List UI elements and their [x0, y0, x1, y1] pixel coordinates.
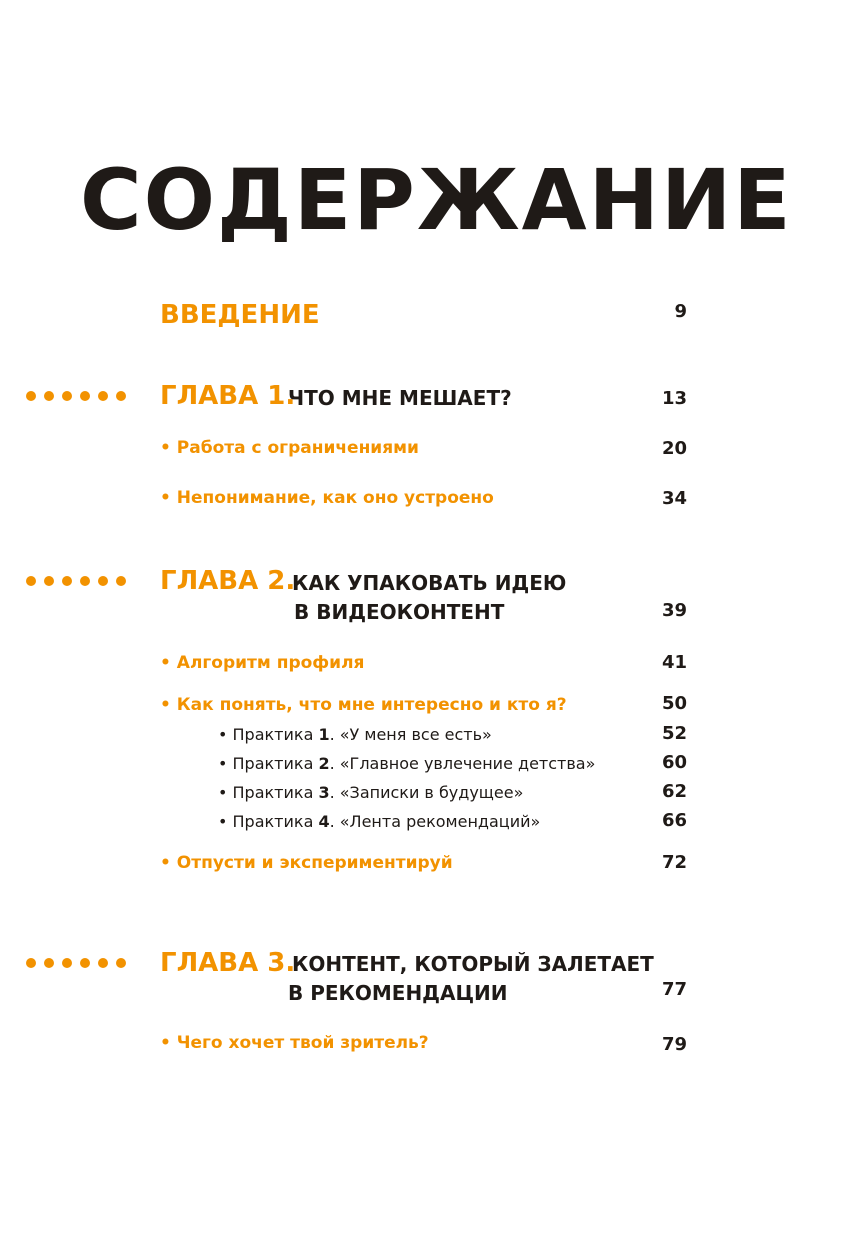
practice-number: 3 — [318, 783, 330, 802]
practice-title: . «У меня все есть» — [329, 725, 492, 744]
chapter-3-title-line-2[interactable]: В РЕКОМЕНДАЦИИ — [288, 981, 508, 1005]
chapter-1-dots — [26, 391, 134, 401]
practice-prefix: • Практика — [218, 754, 319, 773]
practice-item[interactable] — [218, 756, 595, 772]
practice-item[interactable] — [218, 727, 492, 743]
practice-number: 1 — [318, 725, 330, 744]
dot-icon — [26, 958, 36, 968]
chapter-2-title-line-2[interactable]: В ВИДЕОКОНТЕНТ — [294, 600, 505, 624]
toc-intro-label[interactable]: ВВЕДЕНИЕ — [160, 300, 320, 330]
section-item[interactable]: • Непонимание, как оно устроено — [160, 488, 494, 508]
dot-icon — [116, 958, 126, 968]
dot-icon — [116, 576, 126, 586]
practice-page: 60 — [661, 752, 687, 773]
practice-title: . «Главное увлечение детства» — [329, 754, 596, 773]
section-page: 72 — [661, 852, 687, 873]
section-item[interactable]: • Чего хочет твой зритель? — [160, 1033, 429, 1053]
chapter-2-label[interactable]: ГЛАВА 2. — [160, 566, 296, 596]
practice-title: . «Лента рекомендаций» — [329, 812, 541, 831]
practice-number: 2 — [318, 754, 330, 773]
practice-prefix: • Практика — [218, 812, 319, 831]
practice-number: 4 — [318, 812, 330, 831]
toc-intro-page: 9 — [674, 301, 687, 322]
chapter-2-title-line-1[interactable]: КАК УПАКОВАТЬ ИДЕЮ — [292, 571, 567, 595]
practice-item[interactable] — [218, 814, 540, 830]
chapter-1-label[interactable]: ГЛАВА 1. — [160, 381, 296, 411]
section-page: 50 — [661, 693, 687, 714]
section-page: 20 — [661, 438, 687, 459]
section-page: 79 — [661, 1034, 687, 1055]
chapter-3-dots — [26, 958, 134, 968]
dot-icon — [80, 391, 90, 401]
dot-icon — [80, 958, 90, 968]
dot-icon — [98, 391, 108, 401]
practice-prefix: • Практика — [218, 783, 319, 802]
dot-icon — [98, 576, 108, 586]
dot-icon — [44, 391, 54, 401]
chapter-1-page: 13 — [661, 388, 687, 409]
dot-icon — [62, 958, 72, 968]
chapter-1-title[interactable]: ЧТО МНЕ МЕШАЕТ? — [288, 386, 512, 410]
section-page: 41 — [661, 652, 687, 673]
page-title: СОДЕРЖАНИЕ — [80, 151, 793, 249]
section-item[interactable]: • Работа с ограничениями — [160, 438, 419, 458]
dot-icon — [80, 576, 90, 586]
section-item[interactable]: • Алгоритм профиля — [160, 653, 365, 673]
practice-page: 52 — [661, 723, 687, 744]
section-item[interactable]: • Как понять, что мне интересно и кто я? — [160, 695, 567, 715]
practice-page: 66 — [661, 810, 687, 831]
section-item[interactable]: • Отпусти и экспериментируй — [160, 853, 453, 873]
chapter-3-label[interactable]: ГЛАВА 3. — [160, 948, 296, 978]
practice-prefix: • Практика — [218, 725, 319, 744]
chapter-3-page: 77 — [661, 979, 687, 1000]
chapter-3-title-line-1[interactable]: КОНТЕНТ, КОТОРЫЙ ЗАЛЕТАЕТ — [292, 952, 654, 976]
dot-icon — [62, 391, 72, 401]
dot-icon — [62, 576, 72, 586]
dot-icon — [44, 576, 54, 586]
section-page: 34 — [661, 488, 687, 509]
practice-item[interactable] — [218, 785, 523, 801]
dot-icon — [98, 958, 108, 968]
chapter-2-page: 39 — [661, 600, 687, 621]
chapter-2-dots — [26, 576, 134, 586]
dot-icon — [44, 958, 54, 968]
dot-icon — [26, 391, 36, 401]
dot-icon — [116, 391, 126, 401]
practice-title: . «Записки в будущее» — [329, 783, 524, 802]
dot-icon — [26, 576, 36, 586]
practice-page: 62 — [661, 781, 687, 802]
